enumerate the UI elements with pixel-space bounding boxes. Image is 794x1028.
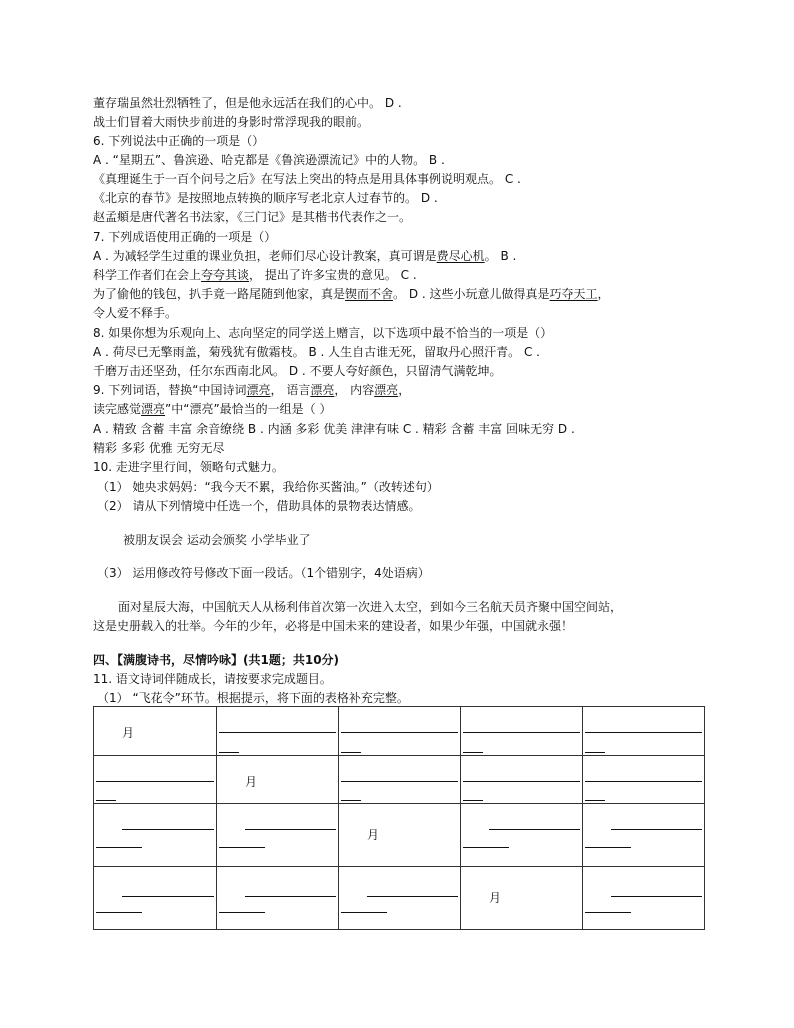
answer-cell[interactable]	[583, 756, 705, 804]
option-line: 赵孟頫是唐代著名书法家，《三门记》是其楷书代表作之一。	[93, 210, 412, 224]
answer-cell[interactable]	[583, 867, 705, 930]
option-line: 《真理诞生于一百个问号之后》在写法上突出的特点是用具体事例说明观点。 C .	[93, 172, 521, 186]
scenario-options: 被朋友误会 运动会颁奖 小学毕业了	[123, 533, 311, 547]
question-9: 9. 下列词语，替换“中国诗词漂亮， 语言漂亮， 内容漂亮，	[93, 383, 411, 397]
paragraph-line: 面对星辰大海，中国航天人从杨利伟首次第一次进入太空，到如今三名航天员齐聚中国空间站，	[118, 600, 623, 614]
option-line: A . 精致 含蓄 丰富 余音缭绕 B . 内涵 多彩 优美 津津有味 C . 精彩 含蓄 丰富 回味无穷 D .	[93, 422, 575, 436]
feihualing-table	[93, 706, 705, 930]
sub-question: （1） 她央求妈妈：“我今天不累，我给你买酱油。”（改转述句）	[97, 480, 439, 494]
option-line: 令人爱不释手。	[93, 306, 178, 320]
moon-character: 月	[489, 891, 502, 905]
text-line: 读完感觉漂亮”中“漂亮”最恰当的一组是（ ）	[93, 402, 332, 416]
sub-question: （2） 请从下列情境中任选一个，借助具体的景物表达情感。	[97, 499, 421, 513]
answer-cell[interactable]	[583, 804, 705, 867]
table-cell	[217, 756, 339, 804]
question-7: 7. 下列成语使用正确的一项是（）	[93, 230, 277, 244]
answer-cell[interactable]	[94, 804, 217, 867]
question-10: 10. 走进字里行间，领略句式魅力。	[93, 460, 284, 474]
option-line: 《北京的春节》是按照地点转换的顺序写老北京人过春节的。 D .	[93, 191, 438, 205]
answer-cell[interactable]	[217, 867, 339, 930]
text-line: 战士们冒着大雨快步前进的身影时常浮现我的眼前。	[93, 115, 370, 129]
option-line: A . “星期五”、鲁滨逊、哈克都是《鲁滨逊漂流记》中的人物。 B .	[93, 153, 445, 167]
answer-cell[interactable]	[94, 756, 217, 804]
moon-character: 月	[245, 775, 258, 789]
table-cell	[461, 867, 583, 930]
option-line: A . 荷尽已无擎雨盖，菊残犹有傲霜枝。 B . 人生自古谁无死，留取丹心照汗青。 C .	[93, 345, 540, 359]
paragraph-line: 这是史册载入的壮举。今年的少年，必将是中国未来的建设者，如果少年强，中国就永强！	[93, 619, 574, 633]
sub-question: （1） “飞花令”环节。根据提示，将下面的表格补充完整。	[97, 691, 409, 705]
table-cell	[339, 804, 461, 867]
answer-cell[interactable]	[217, 707, 339, 756]
answer-cell[interactable]	[339, 867, 461, 930]
answer-cell[interactable]	[583, 707, 705, 756]
answer-cell[interactable]	[339, 707, 461, 756]
answer-cell[interactable]	[94, 867, 217, 930]
moon-character: 月	[122, 726, 135, 740]
answer-cell[interactable]	[461, 756, 583, 804]
answer-cell[interactable]	[461, 707, 583, 756]
underlined-idiom: 夸夸其谈	[201, 268, 250, 282]
underlined-idiom: 锲而不舍	[345, 287, 394, 301]
option-line: 精彩 多彩 优雅 无穷无尽	[93, 441, 225, 455]
option-line: A . 为减轻学生过重的课业负担，老师们尽心设计教案，真可谓是费尽心机。 B .	[93, 249, 517, 263]
text-line: 董存瑞虽然壮烈牺牲了，但是他永远活在我们的心中。 D .	[93, 96, 402, 110]
moon-character: 月	[367, 828, 380, 842]
section-4-heading: 四、【满腹诗书，尽情吟咏】(共1题；共10分)	[93, 653, 340, 667]
option-line: 千磨万击还坚劲，任尔东西南北风。 D . 不要人夸好颜色，只留清气满乾坤。	[93, 364, 502, 378]
table-cell	[94, 707, 217, 756]
option-line: 为了偷他的钱包，扒手竟一路尾随到他家，真是锲而不舍。 D . 这些小玩意儿做得真是巧夺天工，	[93, 287, 610, 301]
underlined-idiom: 费尽心机	[436, 249, 485, 263]
question-11: 11. 语文诗词伴随成长，请按要求完成题目。	[93, 672, 332, 686]
answer-cell[interactable]	[217, 804, 339, 867]
answer-cell[interactable]	[339, 756, 461, 804]
underlined-idiom: 巧夺天工	[549, 287, 598, 301]
answer-cell[interactable]	[461, 804, 583, 867]
question-6: 6. 下列说法中正确的一项是（）	[93, 134, 265, 148]
sub-question: （3） 运用修改符号修改下面一段话。（1个错别字，4处语病）	[97, 566, 430, 580]
option-line: 科学工作者们在会上夸夸其谈， 提出了许多宝贵的意见。 C .	[93, 268, 417, 282]
question-8: 8. 如果你想为乐观向上、志向坚定的同学送上赠言，以下选项中最不恰当的一项是（）	[93, 326, 553, 340]
